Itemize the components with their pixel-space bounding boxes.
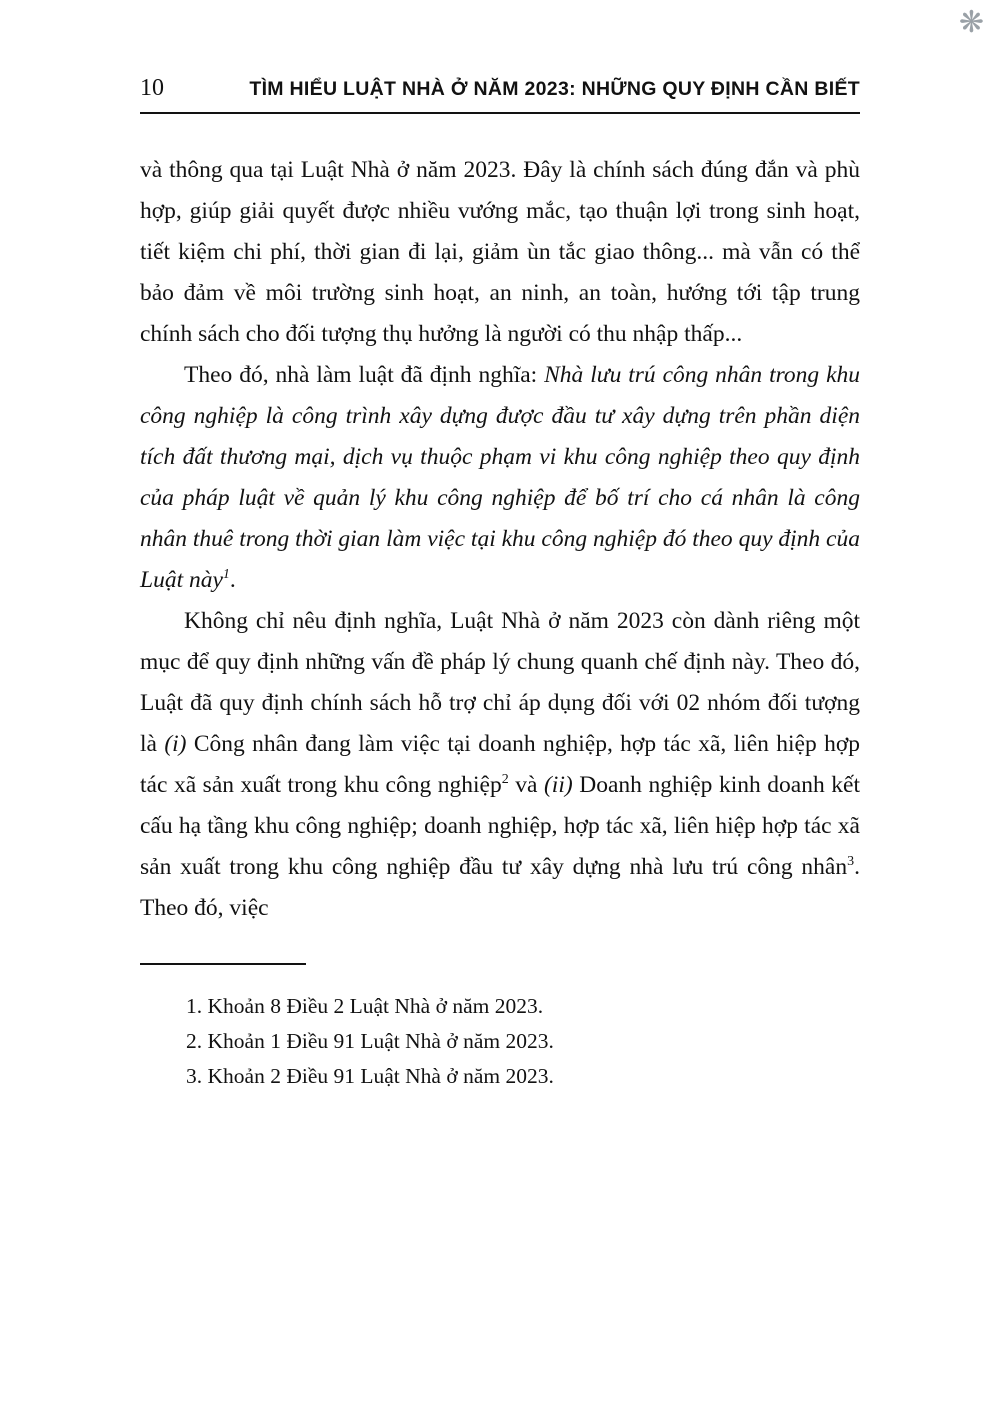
paragraph-1	[140, 150, 860, 355]
footnote-ref-3: 3	[847, 854, 855, 870]
paragraph-3-seg4: Doanh nghiệp kinh doanh kết cấu hạ tầng khu công nghiệp; doanh nghiệp, hợp tác xã, liên hiệp hợp tác xã sản xuất trong khu công nghiệp đầu tư xây dựng nhà lưu trú công nhân	[140, 772, 860, 880]
page-number: 10	[140, 75, 164, 101]
paragraph-1-text: và thông qua tại Luật Nhà ở năm 2023. Đây là chính sách đúng đắn và phù hợp, giúp giải quyết được nhiều vướng mắc, tạo thuận lợi trong sinh hoạt, tiết kiệm chi phí, thời gian đi lại, giảm ùn tắc giao thông... mà vẫn có thể bảo đảm về môi trường sinh hoạt, an ninh, an toàn, hướng tới tập trung chính sách cho đối tượng thụ hưởng là người có thu nhập thấp...	[140, 157, 860, 347]
footnote-item: 3. Khoản 2 Điều 91 Luật Nhà ở năm 2023.	[186, 1064, 554, 1088]
footnote-ref-2: 2	[501, 772, 509, 788]
paragraph-3-seg1: Không chỉ nêu định nghĩa, Luật Nhà ở năm 2023 còn dành riêng một mục để quy định những vấn đề pháp lý chung quanh chế định này. Theo đó, Luật đã quy định chính sách hỗ trợ chỉ áp dụng đối với 02 nhóm đối tượng là	[140, 608, 860, 757]
paragraph-3-seg3: và	[508, 772, 544, 798]
paragraph-2	[140, 355, 860, 601]
page-content	[140, 75, 860, 1094]
paragraph-3-roman-ii: (ii)	[543, 772, 573, 798]
paragraph-2-lead: Theo đó, nhà làm luật đã định nghĩa:	[184, 362, 545, 388]
paragraph-3-roman-i: (i)	[164, 731, 187, 757]
flower-icon: ❋	[958, 5, 984, 40]
footnote-ref-1: 1	[222, 567, 230, 583]
paragraph-3	[140, 601, 860, 929]
paragraph-2-tail: .	[229, 567, 236, 593]
paragraph-3-seg2: Công nhân đang làm việc tại doanh nghiệp, hợp tác xã, liên hiệp hợp tác xã sản xuất trong khu công nghiệp	[140, 731, 860, 798]
footnote-divider	[140, 963, 306, 965]
running-header-title: TÌM HIỂU LUẬT NHÀ Ở NĂM 2023: NHỮNG QUY ĐỊNH CẦN BIẾT	[249, 78, 860, 100]
footnote-list	[140, 989, 860, 1094]
footnote-item: 2. Khoản 1 Điều 91 Luật Nhà ở năm 2023.	[186, 1029, 554, 1053]
paragraph-3-seg5: . Theo đó, việc	[140, 854, 860, 921]
running-header	[140, 75, 860, 114]
footnote-block	[140, 963, 860, 1094]
footnote-item: 1. Khoản 8 Điều 2 Luật Nhà ở năm 2023.	[186, 994, 544, 1018]
paragraph-2-definition-italic: Nhà lưu trú công nhân trong khu công nghiệp là công trình xây dựng được đầu tư xây dựng trên phần diện tích đất thương mại, dịch vụ thuộc phạm vi khu công nghiệp theo quy định của pháp luật về quản lý khu công nghiệp để bố trí cho cá nhân là công nhân thuê trong thời gian làm việc tại khu công nghiệp đó theo quy định của Luật này	[140, 362, 861, 593]
body-text	[140, 150, 860, 929]
